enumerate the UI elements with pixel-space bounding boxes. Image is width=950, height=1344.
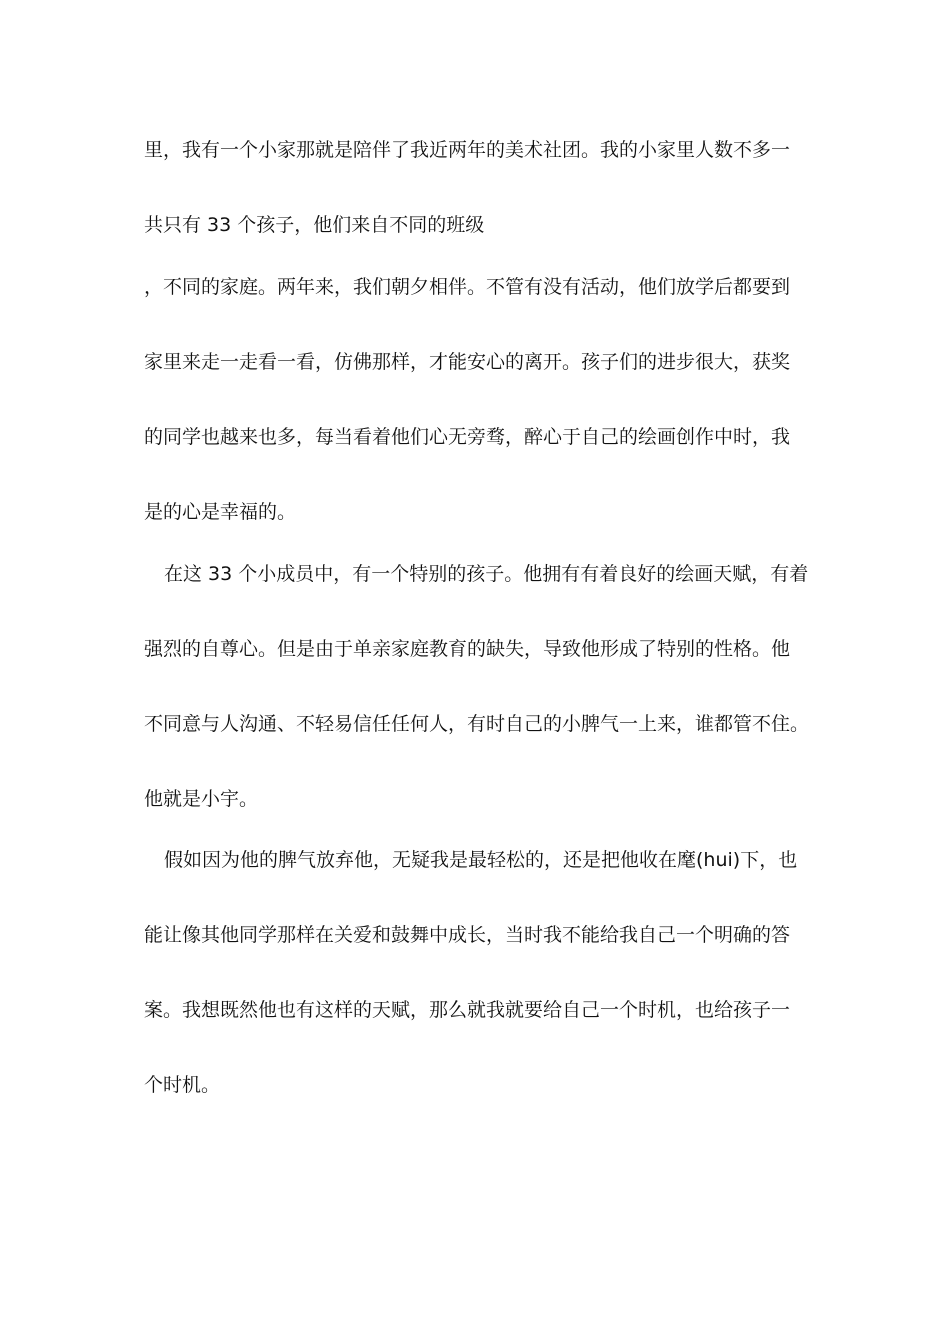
- text-line-4: 家里来走一走看一看，仿佛那样，才能安心的离开。孩子们的进步很大，获奖: [144, 351, 791, 373]
- text-line-3: ，不同的家庭。两年来，我们朝夕相伴。不管有没有活动，他们放学后都要到: [144, 276, 791, 298]
- text-line-12: 能让像其他同学那样在关爱和鼓舞中成长，当时我不能给我自己一个明确的答: [144, 924, 791, 946]
- text-line-2: 共只有 33 个孩子，他们来自不同的班级: [144, 214, 485, 236]
- text-line-14: 个时机。: [144, 1074, 221, 1096]
- text-line-7: 在这 33 个小成员中，有一个特别的孩子。他拥有有着良好的绘画天赋，有着: [164, 563, 809, 585]
- text-line-11: 假如因为他的脾气放弃他，无疑我是最轻松的，还是把他收在麾(hui)下，也: [164, 849, 798, 871]
- text-line-13: 案。我想既然他也有这样的天赋，那么就我就要给自己一个时机，也给孩子一: [144, 999, 791, 1021]
- text-line-5: 的同学也越来也多，每当看着他们心无旁骛，醉心于自己的绘画创作中时，我: [144, 426, 791, 448]
- text-line-8: 强烈的自尊心。但是由于单亲家庭教育的缺失，导致他形成了特别的性格。他: [144, 638, 791, 660]
- text-line-6: 是的心是幸福的。: [144, 501, 297, 523]
- text-line-1: 里，我有一个小家那就是陪伴了我近两年的美术社团。我的小家里人数不多一: [144, 139, 791, 161]
- text-line-10: 他就是小宇。: [144, 788, 259, 810]
- text-line-9: 不同意与人沟通、不轻易信任任何人，有时自己的小脾气一上来，谁都管不住。: [144, 713, 810, 735]
